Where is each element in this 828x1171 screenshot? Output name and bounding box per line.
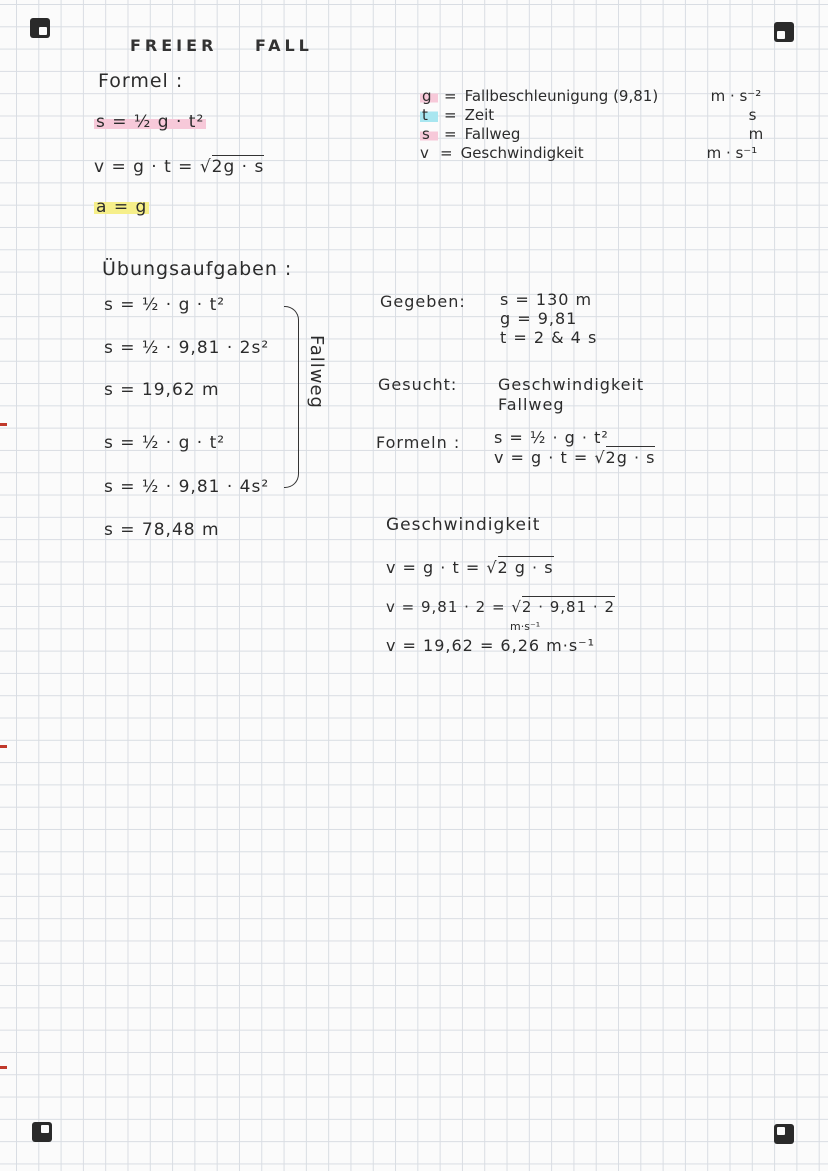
- page-title: [130, 36, 313, 55]
- legend-unit: m · s⁻²: [710, 87, 762, 105]
- formula-geschwindigkeit-radicand: 2g · s: [211, 157, 265, 177]
- legend-row: [420, 87, 763, 106]
- geschw-line-lhs: v = 9,81 · 2 = √: [386, 598, 522, 616]
- margin-tick: [0, 745, 7, 748]
- corner-marker-bottom-left: [32, 1122, 52, 1142]
- gegeben-label: Gegeben:: [380, 292, 466, 311]
- legend-row: [420, 144, 763, 163]
- gesucht-label: Gesucht:: [378, 375, 458, 394]
- legend-description: Zeit: [464, 106, 495, 124]
- brace-label: Fallweg: [306, 335, 327, 409]
- formel-heading: Formel :: [98, 70, 184, 92]
- geschw-line: [386, 598, 615, 616]
- formula-fallweg: [94, 112, 206, 132]
- geschw-line-radicand: 2 · 9,81 · 2: [521, 598, 615, 616]
- legend-unit: s: [748, 106, 757, 124]
- legend-row: [420, 106, 763, 125]
- formula-beschleunigung-text: a = g: [96, 197, 148, 217]
- uebung-heading: Übungsaufgaben :: [102, 258, 293, 280]
- uebung-line: s = ½ · g · t²: [104, 433, 226, 453]
- uebung-line: s = ½ · 9,81 · 2s²: [104, 338, 270, 358]
- legend-symbol: t: [420, 106, 438, 124]
- gegeben-line: g = 9,81: [500, 309, 578, 328]
- gesucht-values: [498, 375, 644, 415]
- formula-beschleunigung: [94, 197, 149, 217]
- formeln-line-lhs: v = g · t = √: [494, 448, 606, 467]
- geschw-result: v = 19,62 = 6,26 m·s⁻¹: [386, 636, 596, 655]
- formeln-line-radicand: 2g · s: [605, 448, 656, 467]
- legend-equals: =: [440, 144, 453, 162]
- uebung-line: s = ½ · 9,81 · 4s²: [104, 477, 270, 497]
- corner-marker-bottom-right: [774, 1124, 794, 1144]
- legend-description: Fallbeschleunigung (9,81): [464, 87, 659, 105]
- margin-tick: [0, 423, 7, 426]
- formeln-values: [494, 428, 655, 468]
- title-word-1: FREIER: [130, 36, 218, 55]
- geschw-heading: Geschwindigkeit: [386, 515, 541, 535]
- legend-description: Fallweg: [464, 125, 521, 143]
- gesucht-line: Geschwindigkeit: [498, 375, 645, 394]
- uebung-line: s = ½ · g · t²: [104, 295, 226, 315]
- legend-equals: =: [444, 125, 457, 143]
- brace: [284, 306, 299, 488]
- formula-geschwindigkeit-lhs: v = g · t = √: [94, 157, 212, 177]
- legend-symbol: s: [420, 125, 438, 143]
- symbol-legend: [420, 87, 763, 163]
- legend-unit: m · s⁻¹: [706, 144, 758, 162]
- margin-tick: [0, 1066, 7, 1069]
- title-word-2: FALL: [254, 36, 313, 55]
- geschw-line-radicand: 2 g · s: [497, 558, 554, 577]
- formeln-label: Formeln :: [376, 433, 461, 452]
- uebung-line: s = 78,48 m: [104, 520, 220, 540]
- legend-symbol: g: [420, 87, 438, 105]
- geschw-line: [386, 558, 554, 577]
- legend-equals: =: [444, 87, 457, 105]
- gegeben-line: t = 2 & 4 s: [500, 328, 598, 347]
- formeln-line: [494, 448, 655, 468]
- corner-marker-top-left: [30, 18, 50, 38]
- geschw-unit-small: m·s⁻¹: [510, 620, 541, 633]
- geschw-line-lhs: v = g · t = √: [386, 558, 498, 577]
- corner-marker-top-right: [774, 22, 794, 42]
- legend-row: [420, 125, 763, 144]
- formula-geschwindigkeit: [94, 157, 264, 177]
- gegeben-line: s = 130 m: [500, 290, 593, 309]
- legend-unit: m: [748, 125, 764, 143]
- formeln-line: s = ½ · g · t²: [494, 428, 609, 447]
- legend-symbol: v: [420, 144, 429, 162]
- legend-equals: =: [444, 106, 457, 124]
- uebung-line: s = 19,62 m: [104, 380, 220, 400]
- legend-description: Geschwindigkeit: [460, 144, 584, 162]
- gesucht-line: Fallweg: [498, 395, 565, 414]
- formula-fallweg-text: s = ½ g · t²: [96, 112, 205, 132]
- gegeben-values: [500, 290, 597, 347]
